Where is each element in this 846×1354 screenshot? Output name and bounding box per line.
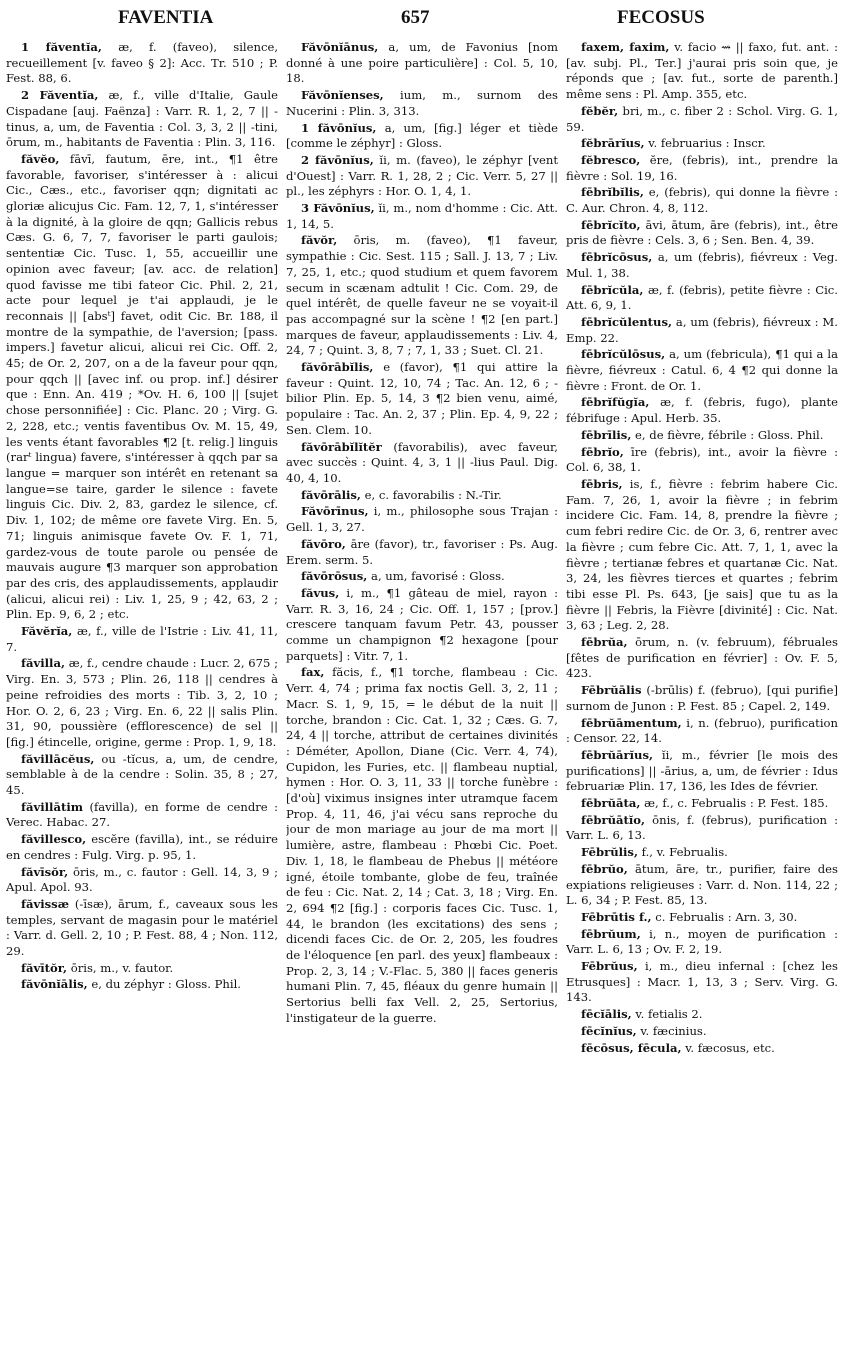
entry-definition: (-brūlis) f. (februo), [qui purifie] surnom de Junon : P. Fest. 85 ; Capel. 2, 149. [566,683,838,713]
dictionary-entry [566,927,838,958]
entry-headword: fēbrŭāta, [581,796,641,811]
entry-definition: æ, f., c. Februalis : P. Fest. 185. [640,796,829,811]
entry-headword: făvōrābĭlĭtĕr [301,439,382,454]
entry-headword: fēbrŭārĭus, [581,747,654,762]
entry-headword: Făvōnĭānus, [301,40,379,54]
dictionary-entry [566,862,838,909]
entry-definition: f., v. Februalis. [638,845,728,860]
entry-definition: v. februarius : Inscr. [644,136,766,151]
entry-definition: a, um (febris), fiévreux : Veg. Mul. 1, 38. [566,250,838,280]
dictionary-entry [566,40,838,103]
column-3 [566,40,838,1350]
dictionary-entry [286,360,558,439]
entry-definition: æ, f. (febris, fugo), plante fébrifuge : Apul. Herb. 35. [566,395,838,426]
entry-headword: Făvōnĭenses, [301,88,384,103]
entry-definition: ou -tĭcus, a, um, de cendre, semblable à de la cendre : Solin. 35, 8 ; 27, 45. [6,751,278,798]
dictionary-entry [566,250,838,281]
dictionary-entry [286,88,558,119]
entry-definition: ĕre, (febris), int., prendre la fièvre : Sol. 19, 16. [566,152,838,183]
entry-headword: fēbrĭfŭgĭa, [581,395,650,410]
right-guide-word: FECOSUS [617,7,705,28]
dictionary-entry [566,185,838,216]
entry-headword: fēcōsus, fēcula, [581,1040,682,1055]
entry-definition: ĭi, m., février [le mois des purifications] || -ārius, a, um, de février : Idus februariæ Plin. 17, 136, les Ides de février. [566,747,838,794]
entry-definition: āre (favor), tr., favoriser : Ps. Aug. Erem. serm. 5. [286,536,558,567]
entry-headword: fēbrĭcŭlentus, [581,314,673,329]
dictionary-entry [6,977,278,993]
dictionary-entry [566,1041,838,1057]
dictionary-entry [286,488,558,504]
entry-definition: īre (febris), int., avoir la fièvre : Col. 6, 38, 1. [566,444,838,475]
dictionary-entry [286,440,558,487]
dictionary-entry [566,477,838,634]
dictionary-entry [566,445,838,476]
entry-headword: făvillācĕus, [21,751,95,766]
dictionary-entry [566,813,838,844]
entry-headword: fēbrĭo, [581,444,624,459]
entry-headword: 2 Făventĭa, [21,88,99,103]
entry-definition: v. fæcinius. [636,1023,707,1038]
entry-headword: făvillesco, [21,832,87,847]
entry-definition: făcis, f., ¶1 torche, flambeau : Cic. Verr. 4, 74 ; prima fax noctis Gell. 3, 2, 11 ; Macr. S. 1, 9, 15, = le début de la nuit || torche, brandon : Cic. Cat. 1, 32 ; Cæs. G. 7, 24, 4 || torche, attribut de certaines divinités : Déméter, Apollon, Diane (Cic. Verr. 4, 74), Cupidon, les Furies, etc. || flambeau nuptial, hymen : Hor. O. 3, 11, 33 || torche funèbre : [d'où] viximus insignes inter utramque facem Prop. 4, 11, 46, j'ai vécu sans reproche du jour de mon mariage au jour de ma mort || lumière, astre, flambeau : Phœbi Cic. Poet. Div. 1, 18, le flambeau de Phebus || météore igné, étoile tombante, globe de feu, traînée de feu : Cic. Nat. 2, 14 ; Cat. 3, 18 ; Virg. En. 2, 694 ¶2 [fig.] : corporis faces Cic. Tusc. 1, 44, le brandon (les excitations) des sens ; dicendi faces Cic. de Or. 2, 205, les foudres de l'éloquence [en parl. des yeux] flambeaux : Prop. 2, 3, 14 ; V.-Flac. 5, 380 || faces generis humani Plin. 7, 45, fléaux du genre humain || Sertorius belli fax Vell. 2, 25, Sertorius, l'instigateur de la guerre. [286,665,558,1025]
dictionary-entry [566,845,838,861]
entry-headword: făvītŏr, [21,960,68,975]
entry-definition: ōris, m., c. fautor : Gell. 14, 3, 9 ; Apul. Apol. 93. [6,864,278,895]
entry-definition: æ, f., ville d'Italie, Gaule Cispadane [auj. Faënza] : Varr. R. 1, 2, 7 || -tinus, a, um, de Faventia : Col. 3, 3, 2 || -tini, ōrum, m., habitants de Faventia : Plin. 3, 116. [6,88,278,150]
dictionary-entry [6,88,278,151]
dictionary-entry [566,347,838,394]
entry-headword: Fēbrūtis f., [581,909,652,924]
entry-definition: c. Februalis : Arn. 3, 30. [651,909,798,924]
entry-definition: i, n. (februo), purification : Censor. 22, 14. [566,715,838,746]
entry-headword: Fēbrŭlis, [581,845,638,860]
dictionary-entry [566,748,838,795]
dictionary-entry [566,910,838,926]
dictionary-entry [566,683,838,714]
dictionary-entry [286,40,558,87]
entry-headword: făvilla, [21,656,65,671]
entry-headword: 1 făvōnĭus, [301,120,377,135]
entry-definition: v. fetialis 2. [631,1007,703,1022]
dictionary-entry [6,865,278,896]
dictionary-entry [286,201,558,232]
entry-headword: fĕbĕr, [581,103,619,118]
entry-definition: a, um (febricula), ¶1 qui a la fièvre, fiévreux : Catul. 6, 4 ¶2 qui donne la fièvre : Front. de Or. 1. [566,347,838,393]
dictionary-entry [6,624,278,655]
dictionary-entry [6,152,278,623]
entry-headword: făvus, [301,585,340,600]
entry-definition: ōrum, n. (v. februum), fébruales [fêtes de purification en février] : Ov. F. 5, 423. [566,635,838,681]
entry-headword: fēbrŭum, [581,926,641,941]
entry-headword: Fēbrŭālis [581,683,642,698]
entry-definition: i, n., moyen de purification : Varr. L. 6, 13 ; Ov. F. 2, 19. [566,926,838,957]
entry-definition: e, c. favorabilis : N.-Tir. [360,487,502,502]
dictionary-entry [6,800,278,831]
entry-definition: ōris, m. (faveo), ¶1 faveur, sympathie : Cic. Sest. 115 ; Sall. J. 13, 7 ; Liv. 7, 25, 1, etc.; quod studium et quem favorem secum in scænam adtulit ! Cic. Com. 29, de quel intérêt, de quelle faveur ne se voyait-il pas accompagné sur la scène ! ¶2 [en part.] marques de faveur, applaudissements : Liv. 4, 24, 7 ; Quint. 3, 8, 7 ; 7, 1, 33 ; Suet. Cl. 21. [286,233,558,358]
dictionary-entry [6,897,278,960]
entry-definition: escĕre (favilla), int., se réduire en cendres : Fulg. Virg. p. 95, 1. [6,832,278,862]
entry-definition: i, m., dieu infernal : [chez les Etrusques] : Macr. 1, 13, 3 ; Serv. Virg. G. 143. [566,959,838,1005]
entry-headword: fēbrĭcĭto, [581,217,641,232]
dictionary-entry [6,40,278,87]
dictionary-entry [286,586,558,665]
entry-headword: făvōrābĭlis, [301,360,374,375]
entry-headword: faxem, faxim, [581,40,670,54]
entry-headword: fēbrĭcŭlōsus, [581,347,666,362]
dictionary-entry [566,428,838,444]
dictionary-entry [6,752,278,799]
entry-headword: Fēbrŭus, [581,959,638,974]
dictionary-entry [566,796,838,812]
left-guide-word: FAVENTIA [118,7,214,28]
dictionary-entry [566,635,838,682]
entry-headword: fēcĭālis, [581,1007,632,1022]
entry-definition: bri, m., c. fiber 2 : Schol. Virg. G. 1, 59. [566,103,838,134]
entry-definition: (favilla), en forme de cendre : Verec. Habac. 27. [6,799,278,830]
entry-definition: āvi, ātum, āre (febris), int., être pris de fièvre : Cels. 3, 6 ; Sen. Ben. 4, 39. [566,217,838,248]
column-1 [6,40,278,1350]
entry-headword: fēbrĭcŭla, [581,282,644,297]
entry-headword: făvĕo, [21,151,60,166]
entry-definition: a, um, favorisé : Gloss. [367,569,505,584]
entry-definition: (-īsæ), ārum, f., caveaux sous les temples, servant de magasin pour le matériel : Varr. d. Gell. 2, 10 ; P. Fest. 88, 4 ; Non. 112, 29. [6,896,278,959]
entry-headword: fēbrŭāmentum, [581,715,682,730]
dictionary-entry [566,136,838,152]
entry-definition: e, de fièvre, fébrile : Gloss. Phil. [631,427,824,442]
dictionary-entry [6,832,278,863]
entry-headword: fĕbrārĭus, [581,136,645,151]
entry-definition: ĭi, m. (faveo), le zéphyr [vent d'Ouest] : Varr. R. 1, 28, 2 ; Cic. Verr. 5, 27 || pl., les zéphyrs : Hor. O. 1, 4, 1. [286,152,558,199]
dictionary-entry [286,665,558,1026]
entry-definition: a, um, de Favonius [nom donné à une poire particulière] : Col. 5, 10, 18. [286,40,558,86]
dictionary-entry [566,153,838,184]
entry-headword: fēbris, [581,476,623,491]
dictionary-entry [286,537,558,568]
dictionary-entry [286,233,558,359]
entry-definition: ōnis, f. (februs), purification : Varr. L. 6, 13. [566,812,838,843]
entry-headword: 2 făvōnĭus, [301,152,374,167]
entry-headword: fēbrĭcōsus, [581,250,653,265]
entry-definition: e (favor), ¶1 qui attire la faveur : Quint. 12, 10, 74 ; Tac. An. 12, 6 ; -bilior Plin. Ep. 5, 14, 3 ¶2 bien venu, aimé, populaire : Tac. An. 2, 37 ; Plin. Ep. 4, 9, 22 ; Sen. Clem. 10. [286,360,558,437]
dictionary-entry [566,283,838,314]
entry-definition: e, (febris), qui donne la fièvre : C. Aur. Chron. 4, 8, 112. [566,185,838,216]
entry-headword: fax, [301,665,325,680]
columns [6,40,840,1350]
entry-definition: ium, m., surnom des Nucerini : Plin. 3, 313. [286,88,558,118]
entry-definition: ātum, āre, tr., purifier, faire des expiations religieuses : Varr. d. Non. 114, 22 ; L. 6, 34 ; P. Fest. 85, 13. [566,861,838,908]
entry-definition: æ, f. (faveo), silence, recueillement [v. faveo § 2]: Acc. Tr. 510 ; P. Fest. 88, 6. [6,40,278,86]
entry-headword: fĕbresco, [581,152,641,167]
entry-headword: fēbrŭo, [581,861,628,876]
dictionary-entry [566,1007,838,1023]
dictionary-entry [566,315,838,346]
entry-definition: ōris, m., v. fautor. [67,960,174,975]
entry-definition: v. facio ⇝ || faxo, fut. ant. : [av. subj. Pl., Ter.] j'aurai pris soin que, je réponds que ; [av. fut., sorte de parenth.] même sens : Pl. Amp. 355, etc. [566,40,838,102]
entry-headword: 1 făventĭa, [21,40,102,54]
dictionary-entry [286,153,558,200]
dictionary-entry [566,104,838,135]
entry-headword: făvōrōsus, [301,569,368,584]
entry-definition: æ, f., cendre chaude : Lucr. 2, 675 ; Virg. En. 3, 573 ; Plin. 26, 118 || cendres à peine refroidies des morts : Tib. 3, 2, 10 ; Hor. O. 2, 6, 23 ; Virg. En. 6, 22 || salis Plin. 31, 90, poussière (efflorescence) de sel || [fig.] étincelle, origine, germe : Prop. 1, 9, 18. [6,656,278,749]
entry-definition: æ, f. (febris), petite fièvre : Cic. Att. 6, 9, 1. [566,282,838,313]
dictionary-entry [286,569,558,585]
entry-headword: făvōnĭālis, [21,977,88,992]
entry-headword: făvīsŏr, [21,864,69,879]
entry-definition: v. fæcosus, etc. [681,1040,775,1055]
entry-headword: Făvĕrĭa, [21,624,73,639]
entry-headword: făvŏr, [301,233,338,248]
entry-headword: fēbrĭbĭlis, [581,185,644,200]
entry-headword: făvillātim [21,799,83,814]
entry-headword: făvissæ [21,896,69,911]
dictionary-entry [566,1024,838,1040]
column-2 [286,40,558,1350]
entry-headword: fēbrŭa, [581,635,628,650]
entry-headword: fēcĭnĭus, [581,1023,637,1038]
entry-definition: i, m., philosophe sous Trajan : Gell. 1, 3, 27. [286,504,558,535]
page-header [0,0,846,34]
entry-definition: i, m., ¶1 gâteau de miel, rayon : Varr. R. 3, 16, 24 ; Cic. Off. 1, 157 ; [prov.] crescere tanquam favum Petr. 43, pousser comme un champignon ¶2 hexagone [pour parquets] : Vitr. 7, 1. [286,585,558,663]
entry-definition: a, um, [fig.] léger et tiède [comme le zéphyr] : Gloss. [286,120,558,151]
entry-headword: fēbrīlis, [581,427,632,442]
dictionary-entry [566,395,838,426]
entry-headword: făvōrālis, [301,487,361,502]
dictionary-entry [566,716,838,747]
dictionary-entry [6,961,278,977]
dictionary-entry [286,121,558,152]
entry-definition: fāvī, fautum, ēre, int., ¶1 être favorable, favoriser, s'intéresser à : alicui Cic., Cæs., etc., favoriser qqn; dignitati ac gloriæ alicujus Cic. Fam. 12, 7, 1, s'intéresser à la dignité, à la gloire de qqn; Gallicis rebus Cæs. G. 6, 7, 7, favoriser le parti gaulois; sententiæ Cic. Tusc. 1, 55, accueillir une opinion avec faveur; [av. acc. de relation] quod favisse me tibi fateor Cic. Phil. 2, 21, acte pour lequel je t'ai applaudi, je le reconnais || [absᵗ] favet, odit Cic. Br. 188, il montre de la sympathie, de l'aversion; [pass. impers.] favetur alicui, alicui rei Cic. Off. 2, 45; de Or. 2, 207, on a de la faveur pour qqn, pour qqch || [avec inf. ou prop. inf.] désirer que : Enn. An. 419 ; *Ov. H. 6, 100 || [sujet chose personnifiée] : Cic. Planc. 20 ; Virg. G. 2, 228, etc.; ventis faventibus Ov. M. 15, 49, les vents étant favorables ¶2 [t. relig.] linguis (rarᵗ lingua) favere, s'intéresser à qqch par sa langue = marquer son intérêt en retenant sa langue=se taire, garder le silence : favete linguis Cic. Div. 2, 83, gardez le silence, cf. Div. 1, 102; de même ore favete Virg. En. 5, 71; linguis animisque favete Ov. F. 1, 71, gardez-vous de toute parole ou pensée de mauvais augure ¶3 marquer son approbation par des cris, des applaudissements, applaudir (alicui, alicui rei) : Liv. 1, 25, 9 ; 42, 63, 2 ; Plin. Ep. 9, 6, 2 ; etc. [6,151,278,622]
entry-headword: 3 Făvōnĭus, [301,201,375,216]
entry-definition: ĭi, m., nom d'homme : Cic. Att. 1, 14, 5. [286,201,558,231]
entry-definition: is, f., fièvre : febrim habere Cic. Fam. 7, 26, 1, avoir la fièvre ; in febrim incidere Cic. Fam. 14, 8, prendre la fièvre ; cum febri redire Cic. de Or. 3, 6, rentrer avec la fièvre ; cum febre Cic. Att. 7, 1, 1, avec la fièvre ; tertianæ febres et quartanæ Cic. Nat. 3, 24, les fièvres tierces et quartes ; febrim tibi esse Pl. Ps. 643, [je sais] que tu as la fièvre || Febris, la Fièvre [divinité] : Cic. Nat. 3, 63 ; Leg. 2, 28. [566,476,838,633]
entry-headword: făvōro, [301,536,346,551]
dictionary-entry [566,959,838,1006]
page-number: 657 [401,7,430,28]
entry-definition: e, du zéphyr : Gloss. Phil. [87,977,241,992]
entry-headword: Făvōrīnus, [301,504,369,519]
entry-definition: a, um (febris), fiévreux : M. Emp. 22. [566,314,838,345]
dictionary-entry [566,218,838,249]
entry-definition: (favorabilis), avec faveur, avec succès : Quint. 4, 3, 1 || -lius Paul. Dig. 40, 4, 10. [286,439,558,485]
dictionary-entry [286,504,558,535]
entry-headword: fēbrŭātĭo, [581,812,646,827]
dictionary-entry [6,656,278,750]
entry-definition: æ, f., ville de l'Istrie : Liv. 41, 11, 7. [6,624,278,654]
